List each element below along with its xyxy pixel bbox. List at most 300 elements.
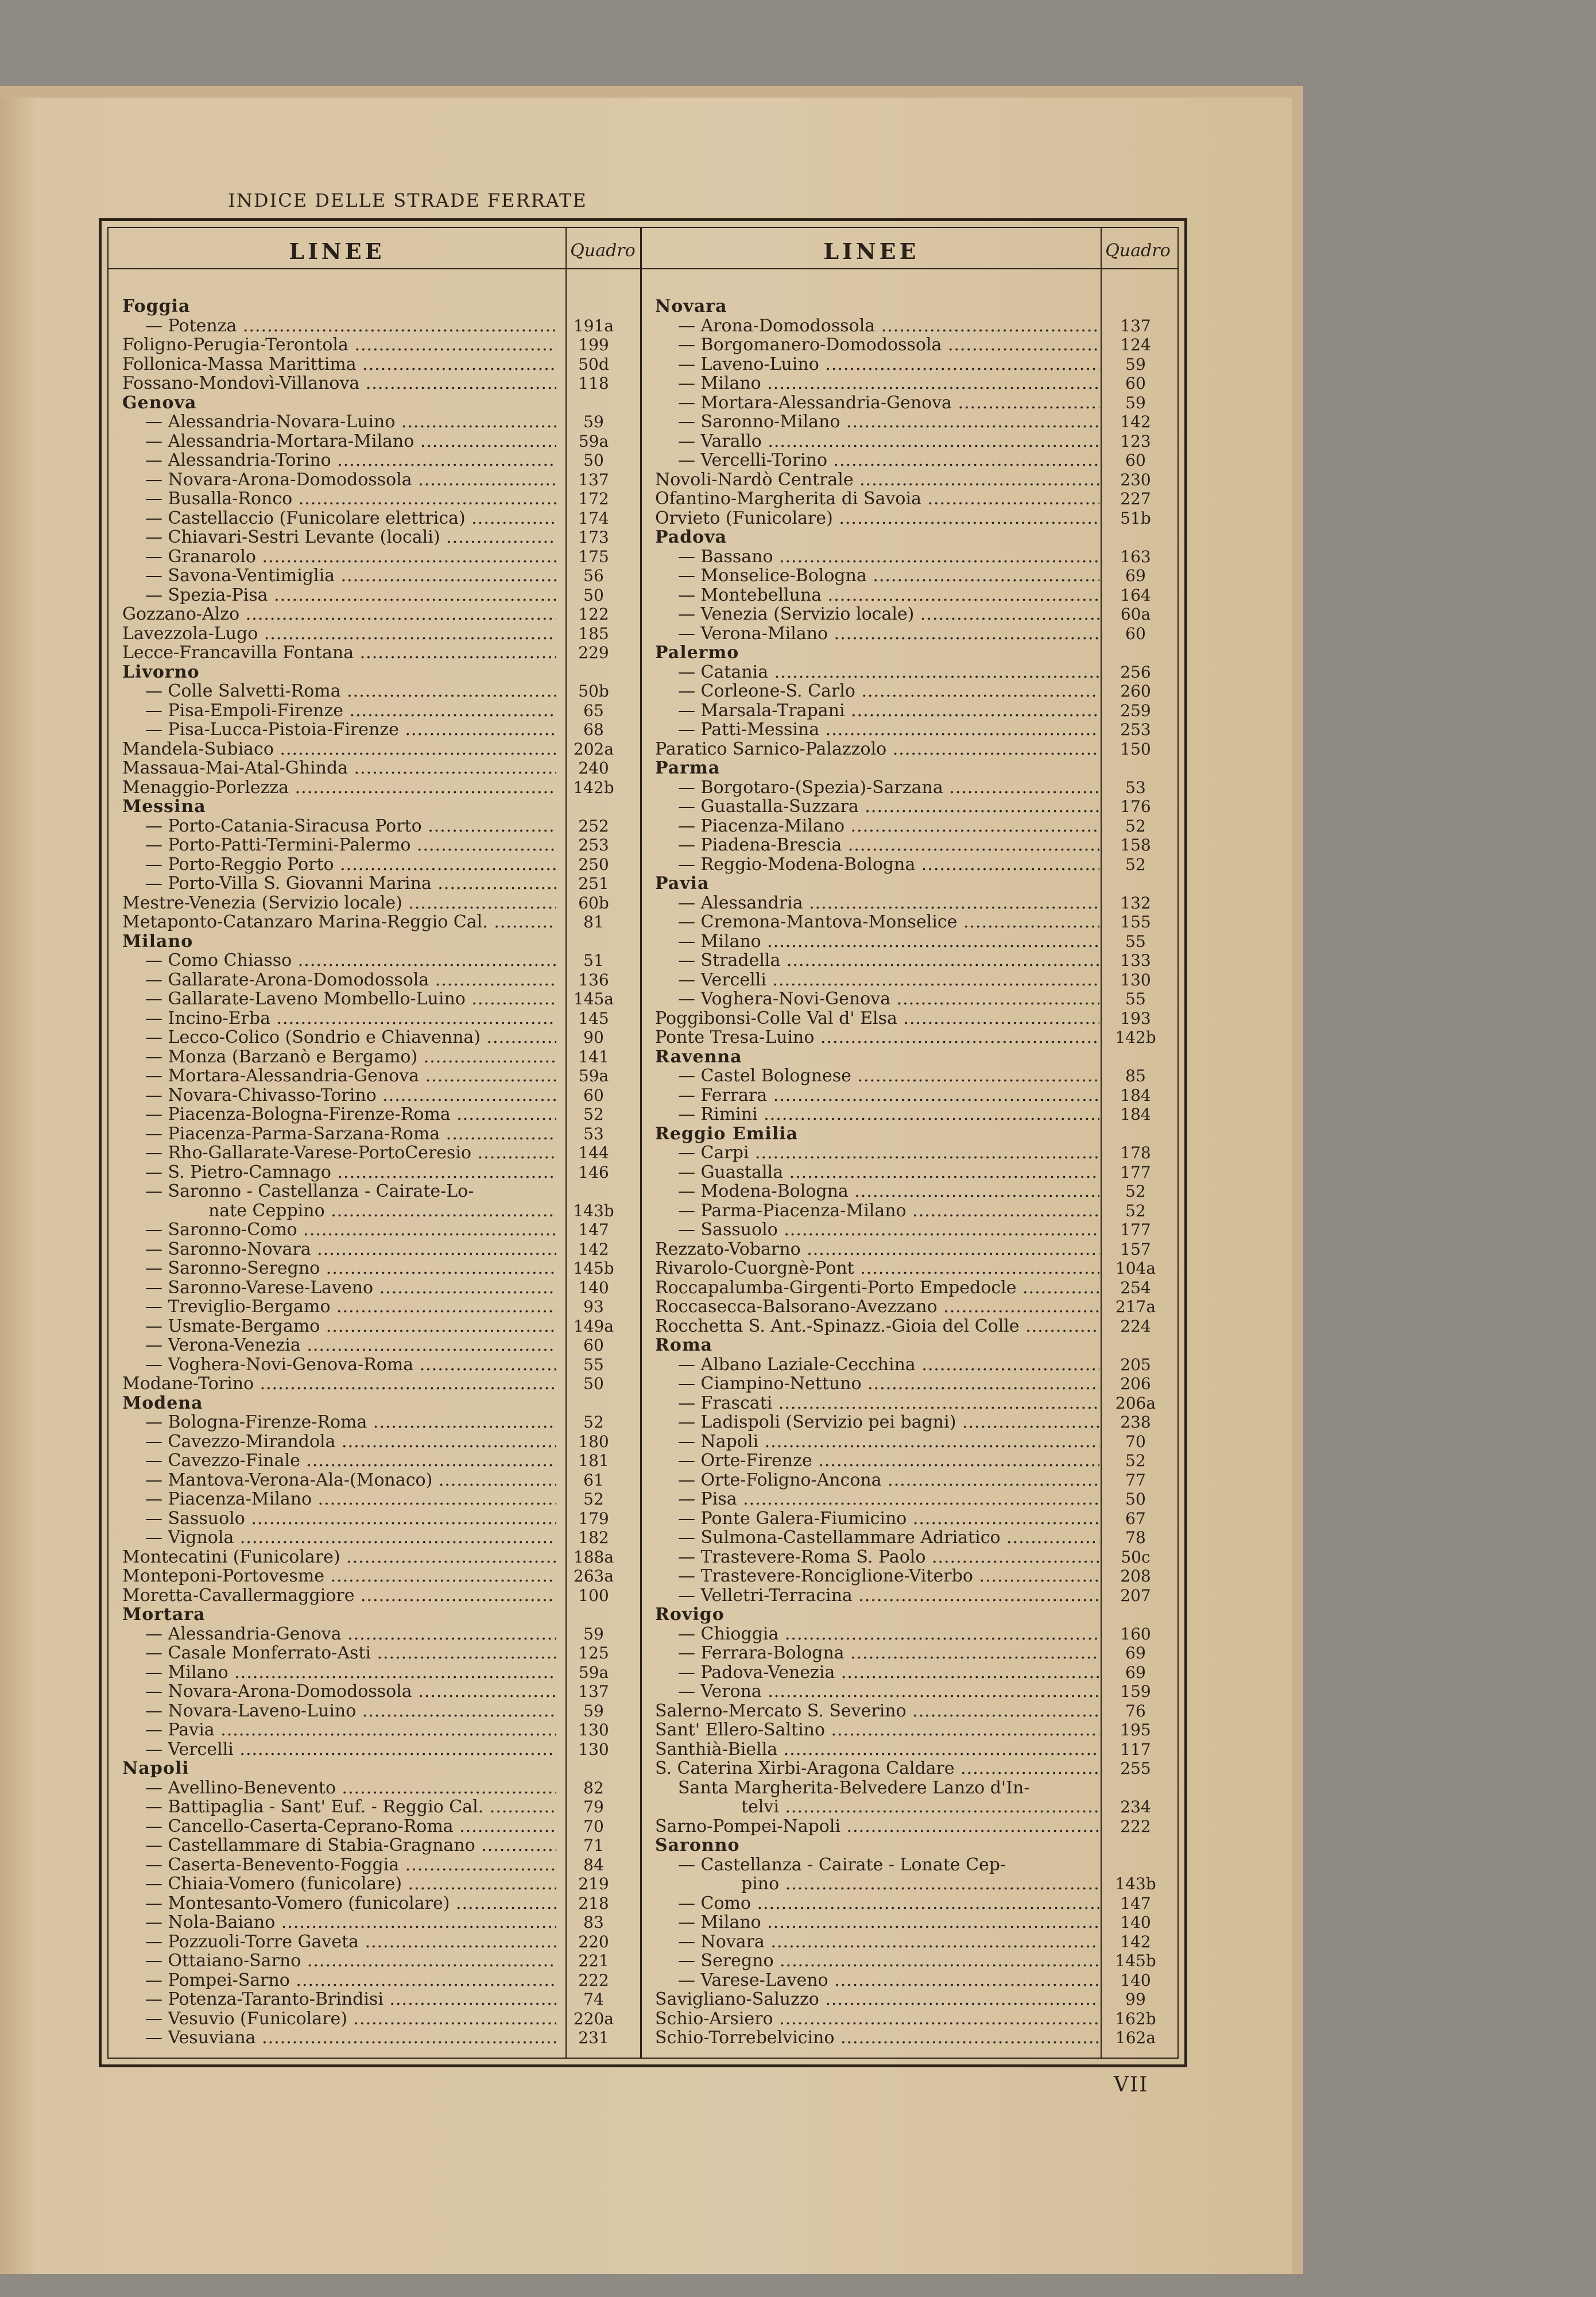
line-name: — Chioggia .....	[655, 1625, 1099, 1644]
quadro-number: 60b	[578, 893, 609, 912]
line-name: — Castellaccio (Funicolare elettrica) .....	[122, 509, 556, 528]
line-name: — Ferrara-Bologna .....	[655, 1644, 1099, 1663]
right-column	[655, 297, 1172, 2048]
quadro-number	[556, 797, 631, 817]
table-row	[122, 605, 631, 624]
table-row	[122, 451, 631, 470]
quadro-number: 60a	[1120, 605, 1151, 624]
line-name: — Venezia (Servizio locale) .....	[655, 605, 1099, 624]
quadro-number: 53	[583, 1124, 604, 1143]
quadro-number: 252	[578, 816, 609, 836]
line-name: Ponte Tresa-Luino .....	[655, 1028, 1099, 1047]
table-row	[122, 2009, 631, 2029]
line-name: — Sulmona-Castellammare Adriatico .....	[655, 1528, 1099, 1548]
quadro-number	[1099, 1336, 1172, 1355]
line-name: — Piacenza-Bologna-Firenze-Roma .....	[122, 1105, 556, 1124]
table-row	[122, 643, 631, 663]
table-row	[122, 1451, 631, 1471]
table-row	[122, 1951, 631, 1971]
quadro-number: 52	[583, 1105, 604, 1124]
line-name: — Nola-Baiano .....	[122, 1913, 556, 1932]
table-row	[122, 412, 631, 432]
table-row	[122, 1047, 631, 1067]
quadro-number: 84	[583, 1855, 604, 1874]
line-name: — Treviglio-Bergamo .....	[122, 1297, 556, 1317]
quadro-number	[556, 393, 631, 413]
line-name: Menaggio-Porlezza .....	[122, 778, 556, 798]
quadro-number: 60	[583, 1085, 604, 1105]
line-name: Orvieto (Funicolare) .....	[655, 509, 1099, 528]
line-name: — Sassuolo .....	[122, 1509, 556, 1529]
line-name: Poggibonsi-Colle Val d' Elsa .....	[655, 1009, 1099, 1028]
table-row	[122, 528, 631, 547]
line-name: Roccasecca-Balsorano-Avezzano .....	[655, 1297, 1099, 1317]
quadro-number: 145b	[1115, 1951, 1156, 1970]
line-name: — Modena-Bologna .....	[655, 1182, 1099, 1201]
line-name: Gozzano-Alzo .....	[122, 605, 556, 624]
quadro-number: 82	[583, 1778, 604, 1797]
quadro-number: 59	[1125, 393, 1146, 412]
table-row	[122, 1201, 631, 1221]
quadro-number: 164	[1120, 585, 1151, 605]
quadro-number: 149a	[573, 1316, 614, 1336]
quadro-number: 74	[583, 1990, 604, 2009]
quadro-number	[556, 297, 631, 316]
section-heading	[655, 1605, 1172, 1625]
table-row	[655, 1586, 1172, 1606]
table-row	[122, 1644, 631, 1663]
table-row	[655, 1797, 1172, 1817]
line-name: — Busalla-Ronco .....	[122, 489, 556, 509]
line-name: — Novara-Arona-Domodossola .....	[122, 1682, 556, 1702]
line-name: — Gallarate-Laveno Mombello-Luino .....	[122, 989, 556, 1009]
table-row	[655, 547, 1172, 567]
table-row	[655, 797, 1172, 817]
line-name: Rezzato-Vobarno .....	[655, 1240, 1099, 1259]
table-row	[122, 1413, 631, 1432]
table-row	[122, 1336, 631, 1355]
station-heading: Livorno	[122, 662, 200, 682]
table-row	[122, 682, 631, 701]
table-row	[122, 355, 631, 374]
quadro-number: 100	[578, 1586, 609, 1605]
line-name: — Voghera-Novi-Genova-Roma .....	[122, 1355, 556, 1375]
table-row	[122, 778, 631, 798]
line-name: — Cavezzo-Mirandola .....	[122, 1432, 556, 1452]
table-row	[122, 1028, 631, 1047]
line-name: — Vignola .....	[122, 1528, 556, 1548]
line-name: Follonica-Massa Marittima .....	[122, 355, 556, 374]
line-name: — Ferrara .....	[655, 1086, 1099, 1105]
table-row	[655, 451, 1172, 470]
table-row	[122, 547, 631, 567]
line-name: — Usmate-Bergamo .....	[122, 1317, 556, 1336]
table-row	[122, 817, 631, 836]
line-name: — Voghera-Novi-Genova .....	[655, 989, 1099, 1009]
section-heading	[122, 1605, 631, 1625]
line-name: Rocchetta S. Ant.-Spinazz.-Gioia del Colle .....	[655, 1317, 1099, 1336]
quadro-number: 104a	[1115, 1259, 1156, 1278]
table-row	[655, 1971, 1172, 1990]
line-name: Santhià-Biella .....	[655, 1740, 1099, 1760]
table-row	[655, 701, 1172, 721]
line-name: — Verona .....	[655, 1682, 1099, 1702]
line-name: — Frascati .....	[655, 1394, 1099, 1413]
quadro-number: 56	[583, 566, 604, 585]
quadro-number: 253	[1120, 720, 1151, 739]
quadro-number: 55	[1125, 931, 1146, 951]
line-name: — Corleone-S. Carlo .....	[655, 682, 1099, 701]
table-row	[655, 1759, 1172, 1778]
quadro-number: 61	[583, 1470, 604, 1490]
line-name: Novoli-Nardò Centrale .....	[655, 470, 1099, 490]
line-name: — Orte-Firenze .....	[655, 1451, 1099, 1471]
table-row	[122, 874, 631, 894]
quadro-number: 206a	[1115, 1393, 1156, 1413]
quadro-number: 219	[578, 1874, 609, 1893]
line-name: — Piacenza-Milano .....	[122, 1490, 556, 1509]
quadro-number: 162b	[1115, 2009, 1156, 2028]
line-name: — Saronno-Seregno .....	[122, 1259, 556, 1278]
line-name: — Bassano .....	[655, 547, 1099, 567]
quadro-number: 85	[1125, 1066, 1146, 1085]
quadro-number: 50	[1125, 1490, 1146, 1509]
quadro-number: 220a	[573, 2009, 614, 2028]
quadro-number: 221	[578, 1951, 609, 1970]
quadro-number: 70	[1125, 1432, 1146, 1451]
table-row	[122, 1836, 631, 1855]
line-name: Lavezzola-Lugo .....	[122, 624, 556, 644]
table-row	[655, 1240, 1172, 1259]
line-name: — Gallarate-Arona-Domodossola .....	[122, 970, 556, 990]
line-name: nate Ceppino .....	[122, 1201, 556, 1221]
quadro-number: 50	[583, 451, 604, 470]
line-name: — Saronno-Novara .....	[122, 1240, 556, 1259]
quadro-number: 124	[1120, 335, 1151, 354]
line-name: — Chiavari-Sestri Levante (locali) .....	[122, 528, 556, 547]
table-row	[655, 951, 1172, 970]
quadro-number: 230	[1120, 470, 1151, 489]
quadro-number: 179	[578, 1509, 609, 1528]
line-name: — Pozzuoli-Torre Gaveta .....	[122, 1932, 556, 1952]
table-row	[655, 1682, 1172, 1702]
quadro-number	[1099, 297, 1172, 316]
quadro-number: 185	[578, 624, 609, 643]
table-row	[122, 1932, 631, 1952]
quadro-number: 157	[1120, 1239, 1151, 1259]
quadro-number: 159	[1120, 1682, 1151, 1701]
quadro-number: 142b	[1115, 1028, 1156, 1047]
line-name: — Saronno-Como .....	[122, 1220, 556, 1240]
line-name: — Borgotaro-(Spezia)-Sarzana .....	[655, 778, 1099, 798]
index-table	[99, 218, 1187, 2067]
quadro-number: 195	[1120, 1720, 1151, 1739]
line-name: Ofantino-Margherita di Savoia .....	[655, 489, 1099, 509]
quadro-number: 81	[583, 912, 604, 931]
table-row	[122, 1124, 631, 1144]
line-name: — Avellino-Benevento .....	[122, 1778, 556, 1798]
quadro-number: 172	[578, 489, 609, 508]
quadro-number	[1099, 759, 1172, 778]
line-name: — Vercelli-Torino .....	[655, 451, 1099, 470]
quadro-number: 205	[1120, 1355, 1151, 1374]
quadro-number: 142b	[573, 778, 614, 797]
quadro-number: 184	[1120, 1085, 1151, 1105]
station-heading: Foggia	[122, 297, 191, 316]
station-heading: Palermo	[655, 643, 739, 663]
quadro-number: 206	[1120, 1374, 1151, 1393]
line-name: Montecatini (Funicolare) .....	[122, 1548, 556, 1567]
table-row	[122, 1913, 631, 1932]
section-heading	[655, 297, 1172, 316]
quadro-number: 146	[578, 1162, 609, 1182]
line-name: — Rho-Gallarate-Varese-PortoCeresio .....	[122, 1143, 556, 1163]
line-name: — Pisa-Empoli-Firenze .....	[122, 701, 556, 721]
line-name: — Catania .....	[655, 663, 1099, 682]
quadro-number: 145b	[573, 1259, 614, 1278]
quadro-number: 67	[1125, 1509, 1146, 1528]
line-name: — Napoli .....	[655, 1432, 1099, 1452]
table-row	[122, 509, 631, 528]
quadro-number	[556, 663, 631, 682]
line-name: — Alessandria .....	[655, 894, 1099, 913]
quadro-number: 222	[1120, 1816, 1151, 1836]
line-name: — Albano Laziale-Cecchina .....	[655, 1355, 1099, 1375]
line-name: Schio-Torrebelvicino .....	[655, 2028, 1099, 2048]
line-name: — Cremona-Mantova-Monselice .....	[655, 912, 1099, 932]
table-row	[655, 1702, 1172, 1721]
table-row	[655, 1625, 1172, 1644]
table-row	[122, 316, 631, 336]
quadro-number: 118	[578, 374, 609, 393]
table-row	[655, 1894, 1172, 1913]
table-row	[655, 720, 1172, 740]
table-row	[122, 1278, 631, 1298]
quadro-number: 263a	[573, 1567, 614, 1586]
quadro-number: 224	[1120, 1316, 1151, 1336]
line-name: Paratico Sarnico-Palazzolo .....	[655, 740, 1099, 759]
line-name: Rivarolo-Cuorgnè-Pont .....	[655, 1259, 1099, 1278]
line-name: — Vercelli .....	[655, 970, 1099, 990]
station-heading: Saronno	[655, 1836, 740, 1855]
table-row	[122, 1182, 631, 1201]
table-row	[655, 1413, 1172, 1432]
section-heading	[655, 1124, 1172, 1144]
quadro-number: 50	[583, 585, 604, 605]
line-name: Sant' Ellero-Saltino .....	[655, 1720, 1099, 1740]
quadro-number: 174	[578, 508, 609, 528]
table-row	[655, 1009, 1172, 1028]
table-row	[655, 817, 1172, 836]
table-row	[655, 740, 1172, 759]
line-name: Roccapalumba-Girgenti-Porto Empedocle .....	[655, 1278, 1099, 1298]
quadro-number: 238	[1120, 1413, 1151, 1432]
quadro-number: 140	[1120, 1913, 1151, 1932]
line-name: — Piadena-Brescia .....	[655, 836, 1099, 855]
right-linee-header: LINEE	[823, 238, 920, 264]
quadro-number: 51	[583, 951, 604, 970]
table-row	[655, 1066, 1172, 1086]
line-name: — Orte-Foligno-Ancona .....	[655, 1471, 1099, 1490]
quadro-number: 65	[583, 701, 604, 720]
table-row	[655, 335, 1172, 355]
station-heading: Messina	[122, 797, 206, 817]
table-row	[655, 1778, 1172, 1798]
quadro-number: 145	[578, 1008, 609, 1028]
line-name: — Novara .....	[655, 1932, 1099, 1952]
table-row	[122, 1682, 631, 1702]
line-name: Metaponto-Catanzaro Marina-Reggio Cal. .....	[122, 912, 556, 932]
table-row	[655, 1817, 1172, 1836]
line-name: Massaua-Mai-Atal-Ghinda .....	[122, 759, 556, 778]
quadro-number: 59	[583, 1624, 604, 1644]
quadro-number: 77	[1125, 1470, 1146, 1490]
station-heading: Novara	[655, 297, 727, 316]
line-name: — Reggio-Modena-Bologna .....	[655, 855, 1099, 875]
table-row	[655, 566, 1172, 586]
quadro-number	[1099, 874, 1172, 894]
table-row	[655, 1490, 1172, 1509]
table-row	[122, 1509, 631, 1529]
table-row	[655, 932, 1172, 952]
line-name: Salerno-Mercato S. Severino .....	[655, 1702, 1099, 1721]
quadro-number: 147	[1120, 1893, 1151, 1913]
table-row	[655, 836, 1172, 855]
line-name: — Varallo .....	[655, 432, 1099, 451]
quadro-number: 69	[1125, 1644, 1146, 1662]
line-name: pino .....	[655, 1874, 1099, 1894]
line-name: Mandela-Subiaco .....	[122, 740, 556, 759]
line-name: — Saronno-Milano .....	[655, 412, 1099, 432]
line-name: Schio-Arsiero .....	[655, 2009, 1099, 2029]
table-row	[122, 1355, 631, 1375]
quadro-number: 259	[1120, 701, 1151, 720]
quadro-number	[1099, 1047, 1172, 1067]
line-name: — Laveno-Luino .....	[655, 355, 1099, 374]
quadro-number: 90	[583, 1028, 604, 1047]
quadro-number	[1099, 528, 1172, 547]
section-heading	[122, 663, 631, 682]
table-row	[655, 586, 1172, 605]
line-name: Moretta-Cavallermaggiore .....	[122, 1586, 556, 1606]
table-row	[655, 1220, 1172, 1240]
quadro-number: 208	[1120, 1567, 1151, 1586]
table-row	[655, 1105, 1172, 1124]
quadro-number: 255	[1120, 1759, 1151, 1778]
quadro-number: 52	[1125, 1182, 1146, 1201]
line-name: — Granarolo .....	[122, 547, 556, 567]
quadro-number: 133	[1120, 951, 1151, 970]
line-name: — Alessandria-Genova .....	[122, 1625, 556, 1644]
table-row	[655, 624, 1172, 644]
section-heading	[122, 797, 631, 817]
table-row	[122, 894, 631, 913]
table-row	[122, 1548, 631, 1567]
table-row	[122, 1778, 631, 1798]
table-row	[122, 1297, 631, 1317]
quadro-number: 79	[583, 1797, 604, 1816]
table-row	[122, 2028, 631, 2048]
table-row	[655, 316, 1172, 336]
table-row	[122, 624, 631, 644]
section-heading	[655, 528, 1172, 547]
line-name: — Bologna-Firenze-Roma .....	[122, 1413, 556, 1432]
station-heading: Mortara	[122, 1605, 206, 1625]
quadro-number: 188a	[573, 1547, 614, 1567]
quadro-number: 227	[1120, 489, 1151, 508]
quadro-number: 163	[1120, 547, 1151, 566]
table-row	[122, 1066, 631, 1086]
table-row	[122, 1317, 631, 1336]
quadro-number: 144	[578, 1143, 609, 1162]
quadro-number: 52	[1125, 1201, 1146, 1220]
quadro-number: 53	[1125, 778, 1146, 797]
line-name: — Cavezzo-Finale .....	[122, 1451, 556, 1471]
line-name: — Montesanto-Vomero (funicolare) .....	[122, 1894, 556, 1913]
line-name: — Milano .....	[122, 1663, 556, 1683]
station-heading: Pavia	[655, 874, 710, 894]
line-name: — Verona-Milano .....	[655, 624, 1099, 644]
line-name: — Castellammare di Stabia-Gragnano .....	[122, 1836, 556, 1855]
station-heading: Parma	[655, 759, 720, 778]
table-row	[122, 1471, 631, 1490]
line-name: — Varese-Laveno .....	[655, 1971, 1099, 1990]
table-row	[122, 1240, 631, 1259]
line-name: — Potenza-Taranto-Brindisi .....	[122, 1990, 556, 2009]
table-row	[122, 470, 631, 490]
line-name: — Pavia .....	[122, 1720, 556, 1740]
line-name: — Pisa-Lucca-Pistoia-Firenze .....	[122, 720, 556, 740]
quadro-number	[556, 1605, 631, 1625]
station-heading: Reggio Emilia	[655, 1124, 799, 1143]
quadro-number	[1099, 1124, 1172, 1144]
table-row	[122, 1990, 631, 2009]
quadro-number: 52	[1125, 854, 1146, 874]
table-row	[655, 1644, 1172, 1663]
table-row	[655, 1297, 1172, 1317]
line-name: — Spezia-Pisa .....	[122, 586, 556, 605]
quadro-number	[1099, 1855, 1172, 1875]
table-row	[655, 1855, 1172, 1875]
table-row	[655, 1355, 1172, 1375]
quadro-number	[1099, 1778, 1172, 1798]
line-name: — Ladispoli (Servizio pei bagni) .....	[655, 1413, 1099, 1432]
table-row	[122, 374, 631, 393]
table-row	[655, 1990, 1172, 2009]
quadro-number: 137	[1120, 316, 1151, 335]
table-row	[655, 2009, 1172, 2029]
quadro-number: 160	[1120, 1624, 1151, 1644]
quadro-number: 158	[1120, 836, 1151, 854]
quadro-number: 60	[1125, 374, 1146, 393]
line-name: — Mortara-Alessandria-Genova .....	[122, 1066, 556, 1086]
table-row	[122, 1220, 631, 1240]
page-number: VII	[1114, 2073, 1149, 2097]
table-row	[655, 1028, 1172, 1047]
station-heading: Genova	[122, 393, 197, 412]
table-row	[655, 1528, 1172, 1548]
quadro-number: 254	[1120, 1278, 1151, 1297]
table-row	[655, 355, 1172, 374]
quadro-number: 130	[1120, 970, 1151, 989]
station-heading: Modena	[122, 1393, 203, 1413]
line-name: — Milano .....	[655, 932, 1099, 952]
table-row	[122, 989, 631, 1009]
quadro-number: 178	[1120, 1143, 1151, 1162]
line-name: — Borgomanero-Domodossola .....	[655, 335, 1099, 355]
left-column	[122, 297, 631, 2048]
quadro-number: 147	[578, 1220, 609, 1239]
